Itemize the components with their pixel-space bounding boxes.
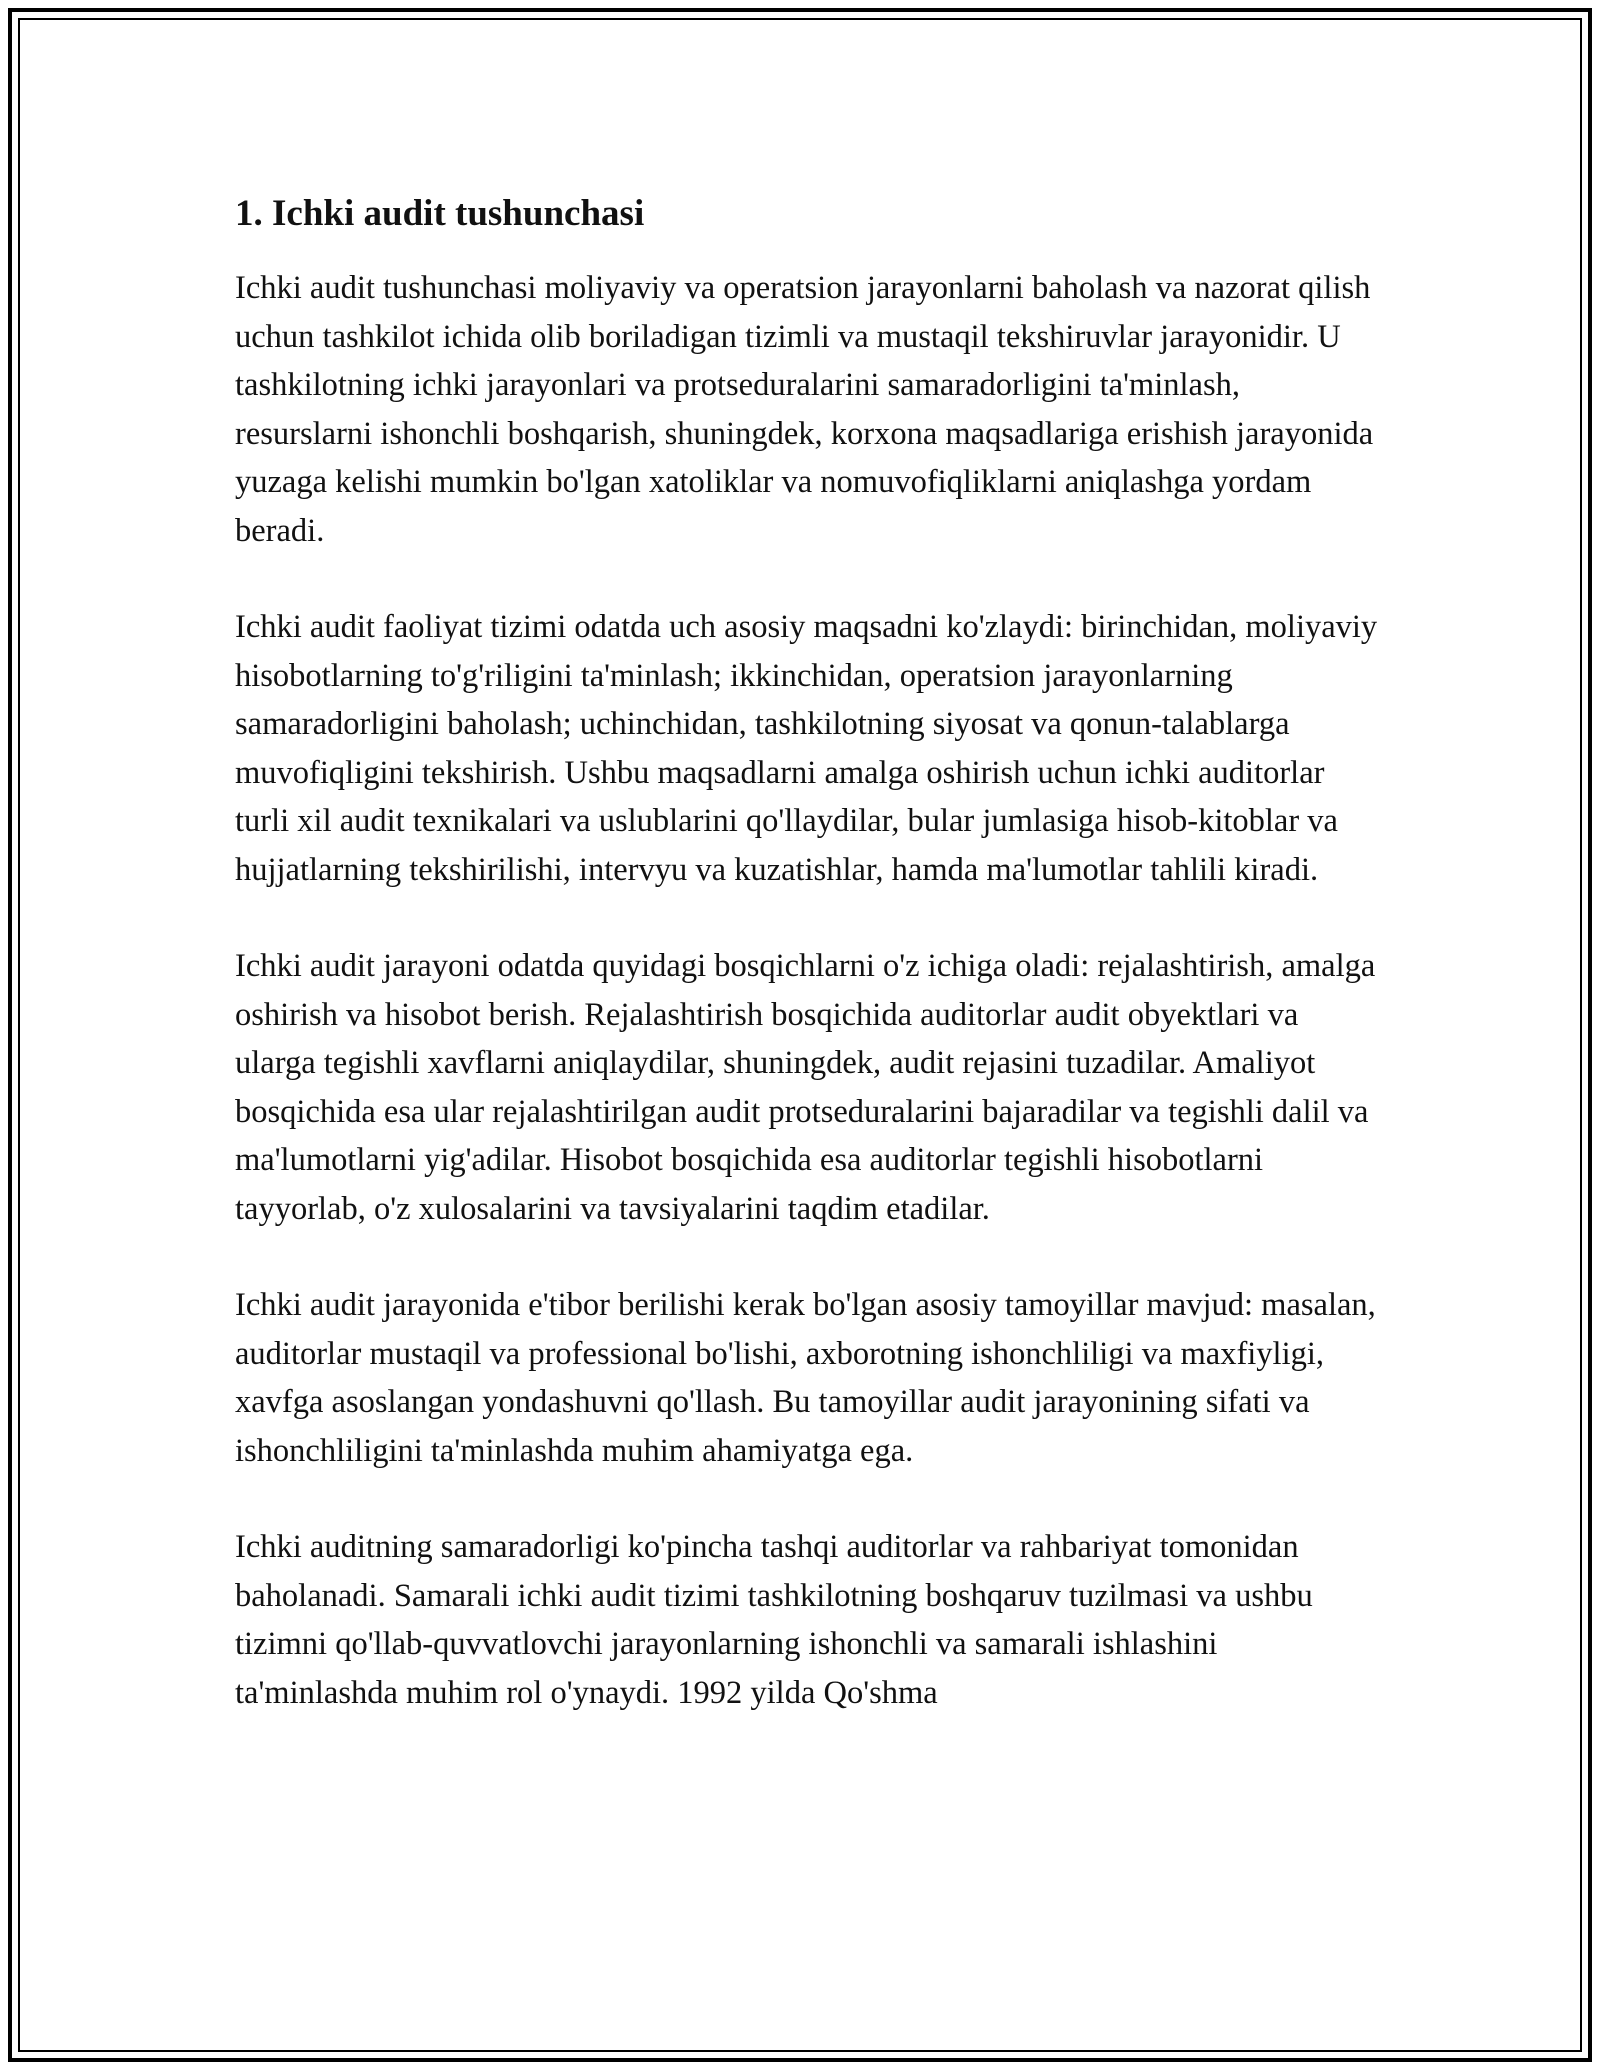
paragraph-3: Ichki audit jarayoni odatda quyidagi bosqichlarni o'z ichiga oladi: rejalashtirish, amalga oshirish va hisobot berish. Rejalashtirish bosqichida auditorlar audit obyektlari va ularga tegishli xavflarni aniqlaydilar, shuningdek, audit rejasini tuzadilar. Amaliyot bosqichida esa ular rejalashtirilgan audit protseduralarini bajaradilar va tegishli dalil va ma'lumotlarni yig'adilar. Hisobot bosqichida esa auditorlar tegishli hisobotlarni tayyorlab, o'z xulosalarini va tavsiyalarini taqdim etadilar.: [235, 948, 1376, 1227]
paragraph-4: Ichki audit jarayonida e'tibor berilishi kerak bo'lgan asosiy tamoyillar mavjud: masalan, auditorlar mustaqil va professional bo'lishi, axborotning ishonchliligi va maxfiyligi, xavfga asoslangan yondashuvni qo'llash. Bu tamoyillar audit jarayonining sifati va ishonchliligini ta'minlashda muhim ahamiyatga ega.: [235, 1287, 1376, 1469]
paragraph-1: Ichki audit tushunchasi moliyaviy va operatsion jarayonlarni baholash va nazorat qilish uchun tashkilot ichida olib boriladigan tizimli va mustaqil tekshiruvlar jarayonidir. U tashkilotning ichki jarayonlari va protseduralarini samaradorligini ta'minlash, resurslarni ishonchli boshqarish, shuningdek, korxona maqsadlariga erishish jarayonida yuzaga kelishi mumkin bo'lgan xatoliklar va nomuvofiqliklarni aniqlashga yordam beradi.: [235, 270, 1374, 549]
section-heading: 1. Ichki audit tushunchasi: [235, 193, 645, 234]
paragraph-5: Ichki auditning samaradorligi ko'pincha tashqi auditorlar va rahbariyat tomonidan baholanadi. Samarali ichki audit tizimi tashkilotning boshqaruv tuzilmasi va ushbu tizimni qo'llab-quvvatlovchi jarayonlarning ishonchli va samarali ishlashini ta'minlashda muhim rol o'ynaydi. 1992 yilda Qo'shma: [235, 1529, 1313, 1711]
paragraph-2: Ichki audit faoliyat tizimi odatda uch asosiy maqsadni ko'zlaydi: birinchidan, moliyaviy hisobotlarning to'g'riligini ta'minlash; ikkinchidan, operatsion jarayonlarning samaradorligini baholash; uchinchidan, tashkilotning siyosat va qonun-talablarga muvofiqligini tekshirish. Ushbu maqsadlarni amalga oshirish uchun ichki auditorlar turli xil audit texnikalari va uslublarini qo'llaydilar, bular jumlasiga hisob-kitoblar va hujjatlarning tekshirilishi, intervyu va kuzatishlar, hamda ma'lumotlar tahlili kiradi.: [235, 609, 1378, 888]
document-body: [235, 188, 1385, 1765]
